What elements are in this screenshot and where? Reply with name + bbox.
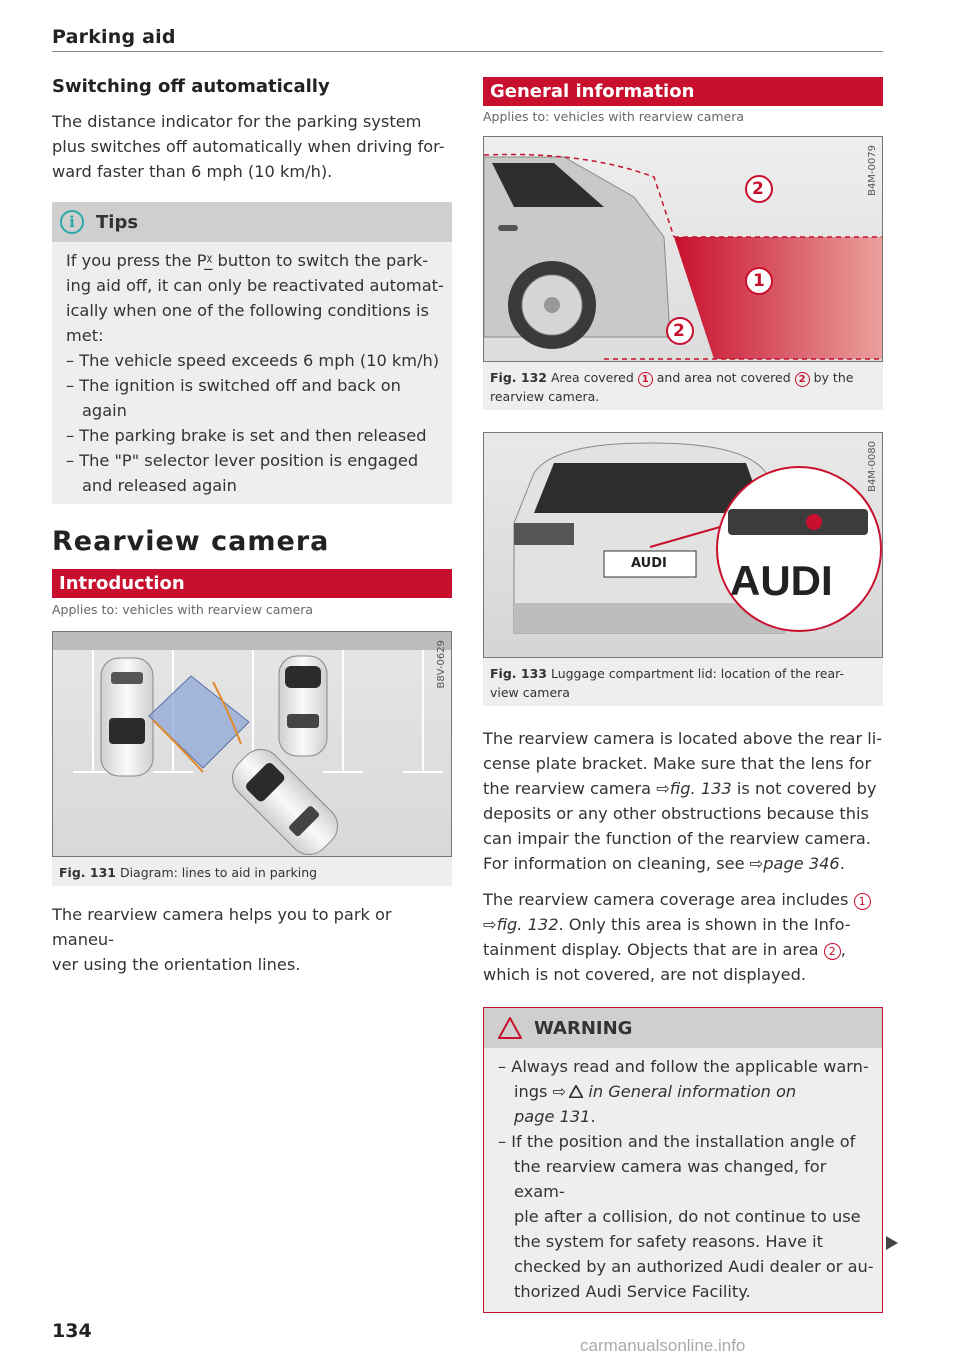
license-plate-text: AUDI (631, 556, 667, 571)
info-icon: i (60, 210, 84, 234)
fig-132-link[interactable]: fig. 132 (496, 915, 559, 934)
marker-area-1: 1 (753, 271, 765, 291)
camera-location-paragraph: The rearview camera is located above the rear li- cense plate bracket. Make sure that the lens for the rearview camera ⇨fig. 133 is not covered by deposits or any other obstructions because this can impair the function of the rearview camera. For information on cleaning, see ⇨page 346. (483, 729, 883, 873)
warning-heading: WARNING (534, 1017, 633, 1039)
header-divider (52, 51, 883, 52)
switching-off-paragraph: The distance indicator for the parking system plus switches off automatically when driving for- ward faster than 6 mph (10 km/h). (52, 112, 445, 181)
circled-1: 1 (854, 893, 871, 910)
warning-triangle-icon (498, 1017, 522, 1039)
warning-box (483, 1007, 883, 1313)
circled-2: 2 (824, 943, 841, 960)
tips-bullet: – The vehicle speed exceeds 6 mph (10 km/h) (66, 351, 440, 370)
tips-bullet: – The "P" selector lever position is engaged (66, 451, 419, 470)
introduction-applies: Applies to: vehicles with rearview camera (52, 602, 314, 617)
tips-bullet: – The ignition is switched off and back on (66, 376, 401, 395)
figure-132-coverage-area (483, 136, 883, 362)
circled-1: 1 (638, 372, 653, 387)
section-heading-switching-off: Switching off automatically (52, 76, 330, 97)
intro-paragraph: The rearview camera helps you to park or maneu- ver using the orientation lines. (52, 905, 392, 974)
general-information-applies: Applies to: vehicles with rearview camera (483, 109, 745, 124)
page-346-link[interactable]: page 346 (763, 854, 840, 873)
general-information-bar: General information (483, 77, 883, 106)
introduction-bar: Introduction (52, 569, 452, 598)
page-number: 134 (52, 1320, 92, 1342)
figure-132-caption: Fig. 132 Area covered 1 and area not covered 2 by the rearview camera. (483, 362, 883, 410)
watermark: carmanualsonline.info (580, 1336, 746, 1355)
warning-content: – Always read and follow the applicable warn- ings ⇨ in General information on page 131. – If the position and the installation angle of the rearview camera was changed, for exam- ple after a collision, do not continue to use the system for safety reasons. Have it checked by an authorized Audi dealer or au- thorized Audi Service Facility. (498, 1057, 874, 1301)
fig-133-link[interactable]: fig. 133 (669, 779, 732, 798)
figure-133-code: B4M-0080 (867, 441, 878, 492)
tips-heading: Tips (96, 211, 139, 233)
tips-bullet: – The parking brake is set and then released (66, 426, 427, 445)
tips-header (52, 202, 452, 242)
figure-131-parking-diagram (52, 631, 452, 857)
zoom-plate-text: AUDI (730, 557, 833, 604)
camera-location-illustration (484, 433, 882, 658)
marker-area-2-top: 2 (752, 179, 764, 199)
figure-132-code: B4M-0079 (867, 145, 878, 196)
page-header-title: Parking aid (52, 26, 176, 48)
marker-area-2-bottom: 2 (673, 321, 685, 341)
page-131-link[interactable]: page 131 (514, 1107, 591, 1126)
continue-arrow-icon (886, 1236, 898, 1250)
figure-131-code: B8V-0629 (436, 640, 447, 689)
figure-133-caption: Fig. 133 Luggage compartment lid: location of the rear- view camera (483, 658, 883, 706)
tips-box (52, 202, 452, 504)
warning-triangle-inline-icon (569, 1085, 583, 1098)
general-information-link[interactable]: in General information on (583, 1082, 797, 1101)
circled-2: 2 (795, 372, 810, 387)
coverage-paragraph: The rearview camera coverage area includes 1 ⇨fig. 132. Only this area is shown in the Info- tainment display. Objects that are in area 2 , which is not covered, are not displayed. (483, 887, 883, 987)
figure-131-caption: Fig. 131 Diagram: lines to aid in parking (52, 857, 452, 886)
right-column (483, 77, 883, 1313)
tips-content: If you press the Pᵡ̲ button to switch the park- ing aid off, it can only be reactivated automat- ically when one of the following conditions is met: – The vehicle speed exceeds 6 mph (10 km/h) – The ignition is switched off and back on again – The parking brake is set and then released – The "P" selector lever position is engaged and released again (66, 251, 444, 495)
parking-lines-illustration (53, 632, 451, 857)
figure-133-camera-location (483, 432, 883, 658)
left-column (52, 76, 452, 977)
warning-header (484, 1008, 882, 1048)
rearview-camera-title: Rearview camera (52, 526, 330, 557)
